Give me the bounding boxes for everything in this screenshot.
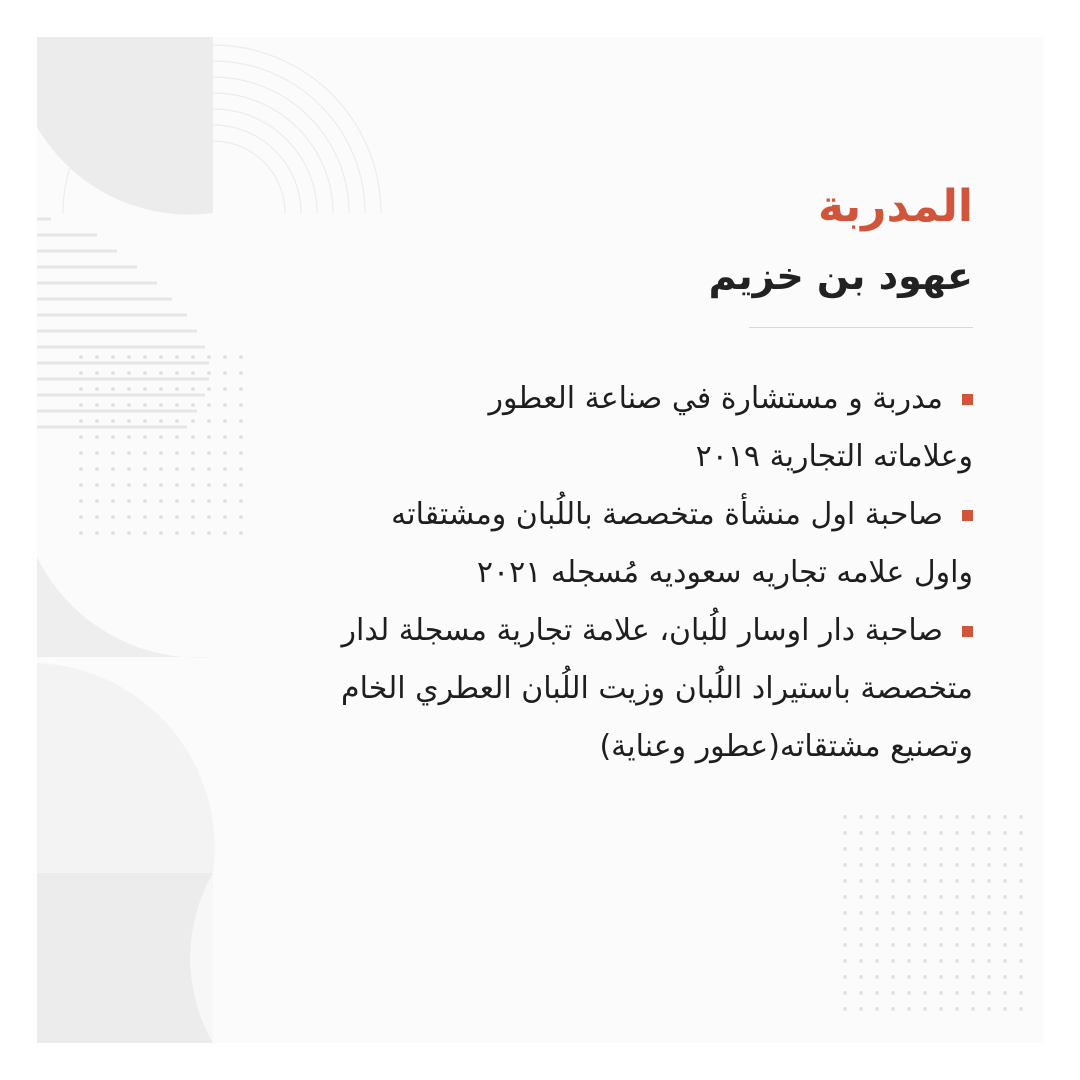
decor-dot xyxy=(175,451,179,455)
decor-dot xyxy=(939,959,943,963)
decor-dot xyxy=(939,847,943,851)
decor-dot xyxy=(1003,911,1007,915)
decor-dot xyxy=(907,863,911,867)
decor-dot xyxy=(907,831,911,835)
decor-dot xyxy=(875,975,879,979)
decor-dot xyxy=(907,991,911,995)
decor-dot xyxy=(843,815,847,819)
decor-dot xyxy=(923,831,927,835)
decor-dot xyxy=(923,927,927,931)
decor-dot xyxy=(143,403,147,407)
list-item-line: وتصنيع مشتقاته(عطور وعناية) xyxy=(599,729,973,764)
decor-dot xyxy=(111,451,115,455)
decor-dot xyxy=(1003,943,1007,947)
decor-dot xyxy=(843,863,847,867)
decor-dot xyxy=(79,467,83,471)
decor-dot xyxy=(79,435,83,439)
decor-dot xyxy=(1003,847,1007,851)
decor-dot xyxy=(159,515,163,519)
decor-dot xyxy=(159,371,163,375)
decor-dot xyxy=(95,483,99,487)
decor-dot xyxy=(939,895,943,899)
decor-dot xyxy=(875,863,879,867)
decor-dot xyxy=(907,879,911,883)
decor-dot xyxy=(95,435,99,439)
decor-dot xyxy=(907,927,911,931)
credentials-list xyxy=(187,370,973,776)
decor-dot xyxy=(859,927,863,931)
decor-dot xyxy=(923,911,927,915)
decor-dot xyxy=(127,387,131,391)
decor-dot xyxy=(891,911,895,915)
decor-dot xyxy=(1003,815,1007,819)
decor-dot xyxy=(875,911,879,915)
decor-dot xyxy=(127,515,131,519)
decor-dot xyxy=(859,831,863,835)
decor-dot xyxy=(875,879,879,883)
decor-dot xyxy=(939,943,943,947)
decor-dot xyxy=(987,943,991,947)
decor-dot xyxy=(175,371,179,375)
decor-dot xyxy=(939,879,943,883)
decor-dot xyxy=(955,943,959,947)
decor-dot xyxy=(95,467,99,471)
decor-dot xyxy=(875,959,879,963)
decor-dot xyxy=(939,911,943,915)
decor-dot xyxy=(891,927,895,931)
decor-dot xyxy=(1019,975,1023,979)
decor-dot xyxy=(907,943,911,947)
decor-dot xyxy=(159,355,163,359)
decor-dot xyxy=(1019,959,1023,963)
decor-dot xyxy=(159,419,163,423)
decor-dot xyxy=(875,943,879,947)
decor-dot xyxy=(159,403,163,407)
decor-dot xyxy=(127,467,131,471)
decor-dot xyxy=(939,831,943,835)
decor-dot xyxy=(1019,895,1023,899)
trainer-name: عهود بن خزيم xyxy=(708,254,973,298)
decor-dot xyxy=(79,499,83,503)
decor-dot xyxy=(891,831,895,835)
decor-dot xyxy=(175,435,179,439)
decor-dot xyxy=(175,515,179,519)
square-bullet-icon xyxy=(962,626,973,637)
decor-dot xyxy=(1003,895,1007,899)
page-title: المدربة xyxy=(817,181,973,232)
list-item xyxy=(187,602,973,776)
list-item xyxy=(187,486,973,602)
decor-dot xyxy=(111,355,115,359)
list-item-line: صاحبة دار اوسار للُبان، علامة تجارية مسجلة لدار xyxy=(341,613,943,648)
decor-dot xyxy=(987,831,991,835)
decor-dot xyxy=(175,531,179,535)
list-item-line: وعلاماته التجارية ٢٠١٩ xyxy=(695,439,973,474)
decor-dot xyxy=(859,975,863,979)
decor-dot xyxy=(875,815,879,819)
decor-dot xyxy=(955,927,959,931)
decor-dot xyxy=(923,863,927,867)
decor-dot xyxy=(875,927,879,931)
decor-dot xyxy=(143,451,147,455)
decor-dot xyxy=(907,959,911,963)
decor-dot xyxy=(95,531,99,535)
decor-dot xyxy=(1019,831,1023,835)
decor-dot xyxy=(127,483,131,487)
decor-dot xyxy=(111,387,115,391)
decor-dot xyxy=(111,499,115,503)
decor-dot xyxy=(923,879,927,883)
decor-dot xyxy=(987,863,991,867)
decor-dot xyxy=(971,879,975,883)
square-bullet-icon xyxy=(962,394,973,405)
decor-dot xyxy=(143,435,147,439)
decor-dot xyxy=(971,911,975,915)
decor-dot xyxy=(955,895,959,899)
decor-dot xyxy=(1003,959,1007,963)
decor-dot xyxy=(939,815,943,819)
decor-dot xyxy=(891,943,895,947)
decor-dot xyxy=(859,847,863,851)
decor-dot xyxy=(843,991,847,995)
decor-dot xyxy=(143,483,147,487)
decor-dot xyxy=(175,403,179,407)
decor-dot xyxy=(1003,927,1007,931)
decor-dot xyxy=(1019,911,1023,915)
slide-card xyxy=(37,37,1043,1043)
decor-dot xyxy=(843,911,847,915)
decor-dot xyxy=(907,911,911,915)
decor-dot xyxy=(971,1007,975,1011)
decor-dot xyxy=(175,387,179,391)
decor-dot xyxy=(79,483,83,487)
decor-dot xyxy=(159,435,163,439)
decor-dot xyxy=(987,1007,991,1011)
decor-dot xyxy=(907,895,911,899)
decor-dot xyxy=(955,847,959,851)
decor-dot xyxy=(875,831,879,835)
decor-dot xyxy=(971,959,975,963)
decor-dot xyxy=(971,847,975,851)
decor-dot xyxy=(143,419,147,423)
decor-dot xyxy=(987,927,991,931)
main-content xyxy=(187,177,973,776)
decor-dot xyxy=(79,451,83,455)
decor-dot xyxy=(127,451,131,455)
decor-dot xyxy=(127,499,131,503)
decor-dot xyxy=(175,355,179,359)
list-item-line: صاحبة اول منشأة متخصصة باللُبان ومشتقاته xyxy=(391,497,943,532)
decor-dot xyxy=(907,815,911,819)
decor-dot xyxy=(971,831,975,835)
decor-dot xyxy=(1003,831,1007,835)
decor-dot xyxy=(1003,991,1007,995)
decor-dot xyxy=(143,499,147,503)
decor-dot xyxy=(939,975,943,979)
decor-dot xyxy=(843,847,847,851)
decor-dot xyxy=(143,371,147,375)
decor-dot xyxy=(923,1007,927,1011)
decor-dot xyxy=(127,403,131,407)
decor-dot xyxy=(143,531,147,535)
decor-dot xyxy=(127,419,131,423)
decor-dot xyxy=(143,515,147,519)
decor-dot xyxy=(859,959,863,963)
decor-dot xyxy=(859,815,863,819)
decor-dot xyxy=(891,895,895,899)
decor-dot xyxy=(955,991,959,995)
decor-dot xyxy=(95,499,99,503)
decor-dot xyxy=(1019,991,1023,995)
decor-dot xyxy=(923,975,927,979)
decor-dot xyxy=(111,515,115,519)
list-item-line: واول علامه تجاريه سعوديه مُسجله ٢٠٢١ xyxy=(476,555,973,590)
decor-dot xyxy=(1019,879,1023,883)
decor-dot xyxy=(891,1007,895,1011)
decor-dot xyxy=(111,419,115,423)
decor-dot xyxy=(859,863,863,867)
decor-dot xyxy=(891,991,895,995)
decor-dot xyxy=(143,387,147,391)
decor-dot xyxy=(939,991,943,995)
decor-dot xyxy=(891,975,895,979)
decor-dot xyxy=(955,815,959,819)
decor-dot xyxy=(175,467,179,471)
title-divider xyxy=(749,327,973,328)
decor-dot xyxy=(127,355,131,359)
decor-dot xyxy=(971,991,975,995)
decor-dot xyxy=(111,403,115,407)
decor-dot xyxy=(111,483,115,487)
decor-dot xyxy=(95,387,99,391)
decor-dot xyxy=(159,531,163,535)
decor-dot xyxy=(955,1007,959,1011)
decor-dot xyxy=(1019,1007,1023,1011)
decor-dot xyxy=(843,927,847,931)
decor-dot xyxy=(891,815,895,819)
decor-dot xyxy=(859,895,863,899)
decor-dot xyxy=(843,895,847,899)
decor-dot xyxy=(987,911,991,915)
decor-dot xyxy=(955,959,959,963)
decor-dot xyxy=(79,387,83,391)
decor-dot xyxy=(95,403,99,407)
decor-dot xyxy=(971,863,975,867)
decor-dot xyxy=(907,975,911,979)
decor-dot xyxy=(79,515,83,519)
decor-dot xyxy=(955,863,959,867)
decor-dot xyxy=(1019,863,1023,867)
decor-dot xyxy=(111,371,115,375)
decor-dot xyxy=(875,991,879,995)
decor-dot xyxy=(987,815,991,819)
decor-dot xyxy=(987,991,991,995)
decor-dot xyxy=(159,451,163,455)
decor-dot xyxy=(955,975,959,979)
square-bullet-icon xyxy=(962,510,973,521)
decor-dot xyxy=(175,499,179,503)
decor-dot xyxy=(955,911,959,915)
decor-dot xyxy=(95,419,99,423)
decor-dot xyxy=(971,975,975,979)
decor-dot xyxy=(907,1007,911,1011)
decor-dot xyxy=(1019,927,1023,931)
decor-dot xyxy=(843,959,847,963)
decor-dot xyxy=(159,467,163,471)
right-dot-grid-icon xyxy=(843,815,1023,1011)
decor-dot xyxy=(891,847,895,851)
decor-dot xyxy=(1003,879,1007,883)
decor-dot xyxy=(79,371,83,375)
decor-dot xyxy=(143,467,147,471)
decor-dot xyxy=(843,943,847,947)
decor-dot xyxy=(859,943,863,947)
decor-dot xyxy=(923,847,927,851)
decor-dot xyxy=(955,879,959,883)
decor-dot xyxy=(175,419,179,423)
decor-dot xyxy=(843,879,847,883)
decor-dot xyxy=(859,879,863,883)
decor-dot xyxy=(971,927,975,931)
decor-dot xyxy=(79,355,83,359)
decor-dot xyxy=(111,467,115,471)
decor-dot xyxy=(95,515,99,519)
decor-dot xyxy=(111,531,115,535)
decor-dot xyxy=(95,451,99,455)
decor-dot xyxy=(79,531,83,535)
decor-dot xyxy=(875,847,879,851)
list-item-line: مدربة و مستشارة في صناعة العطور xyxy=(488,381,943,416)
decor-dot xyxy=(891,879,895,883)
decor-dot xyxy=(127,531,131,535)
decor-dot xyxy=(843,1007,847,1011)
decor-dot xyxy=(95,371,99,375)
decor-dot xyxy=(923,959,927,963)
decor-dot xyxy=(891,863,895,867)
decor-dot xyxy=(923,815,927,819)
decor-dot xyxy=(1003,863,1007,867)
decor-dot xyxy=(111,435,115,439)
decor-dot xyxy=(971,895,975,899)
decor-dot xyxy=(987,879,991,883)
list-item-line: متخصصة باستيراد اللُبان وزيت اللُبان العطري الخام xyxy=(341,671,973,706)
decor-dot xyxy=(939,863,943,867)
decor-dot xyxy=(127,435,131,439)
decor-dot xyxy=(987,959,991,963)
decor-dot xyxy=(923,991,927,995)
decor-dot xyxy=(987,847,991,851)
decor-dot xyxy=(859,1007,863,1011)
decor-dot xyxy=(1019,943,1023,947)
decor-dot xyxy=(843,975,847,979)
decor-dot xyxy=(859,911,863,915)
list-item xyxy=(187,370,973,486)
decor-dot xyxy=(971,943,975,947)
decor-dot xyxy=(955,831,959,835)
decor-dot xyxy=(143,355,147,359)
decor-dot xyxy=(1003,1007,1007,1011)
decor-dot xyxy=(939,1007,943,1011)
decor-dot xyxy=(939,927,943,931)
decor-dot xyxy=(987,895,991,899)
decor-dot xyxy=(79,403,83,407)
horizontal-lines-icon xyxy=(37,219,209,427)
decor-dot xyxy=(875,895,879,899)
decor-dot xyxy=(891,959,895,963)
decor-dot xyxy=(923,943,927,947)
decor-dot xyxy=(907,847,911,851)
decor-dot xyxy=(159,499,163,503)
decor-dot xyxy=(875,1007,879,1011)
decor-dot xyxy=(159,387,163,391)
decor-dot xyxy=(859,991,863,995)
decor-dot xyxy=(987,975,991,979)
decor-dot xyxy=(971,815,975,819)
decor-dot xyxy=(1019,815,1023,819)
decor-dot xyxy=(159,483,163,487)
decor-dot xyxy=(175,483,179,487)
decor-dot xyxy=(1019,847,1023,851)
bottom-left-block xyxy=(37,873,213,1043)
decor-dot xyxy=(923,895,927,899)
decor-dot xyxy=(79,419,83,423)
decor-dot xyxy=(843,831,847,835)
decor-dot xyxy=(127,371,131,375)
decor-dot xyxy=(95,355,99,359)
decor-dot xyxy=(1003,975,1007,979)
